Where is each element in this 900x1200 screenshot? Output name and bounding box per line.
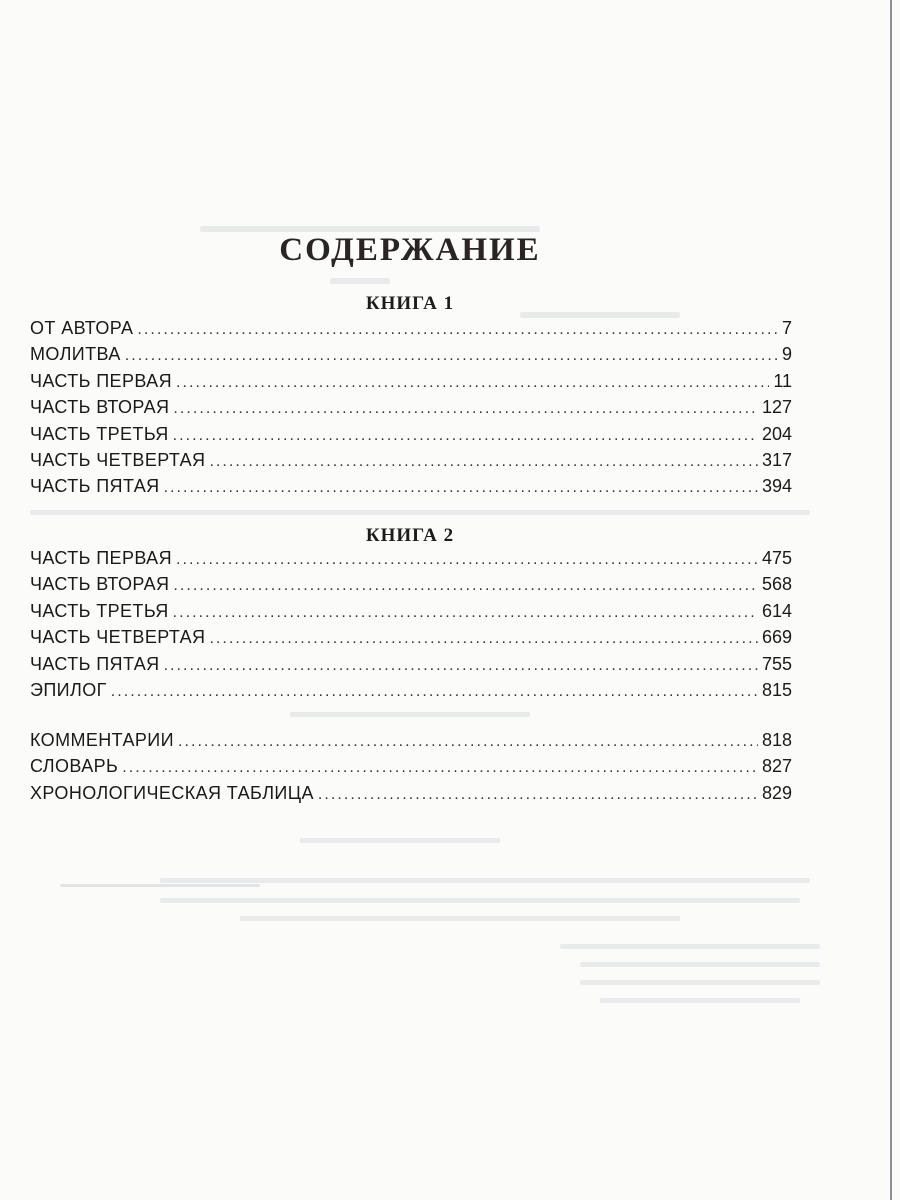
show-through-mark bbox=[60, 884, 260, 887]
dot-leader bbox=[173, 427, 758, 445]
toc-entry-page: 818 bbox=[761, 730, 792, 750]
toc-entry-page: 394 bbox=[761, 476, 792, 497]
toc-entry-label: ХРОНОЛОГИЧЕСКАЯ ТАБЛИЦА bbox=[30, 782, 314, 803]
toc-entry-page: 568 bbox=[761, 574, 792, 595]
toc-entry-label: СЛОВАРЬ bbox=[30, 756, 119, 777]
toc-entry-label: МОЛИТВА bbox=[30, 344, 121, 365]
dot-leader bbox=[173, 577, 758, 595]
toc-entry-page: 317 bbox=[761, 449, 792, 470]
page-edge-line bbox=[890, 0, 892, 1200]
toc-entry-label: КОММЕНТАРИИ bbox=[30, 730, 174, 750]
toc-entry bbox=[30, 654, 792, 680]
show-through-mark bbox=[300, 838, 500, 843]
show-through-mark bbox=[600, 998, 800, 1003]
dot-leader bbox=[209, 453, 758, 471]
toc-entry-label: ЧАСТЬ ЧЕТВЕРТАЯ bbox=[30, 449, 206, 470]
show-through-mark bbox=[160, 878, 810, 883]
dot-leader bbox=[164, 479, 758, 497]
page-title: СОДЕРЖАНИЕ bbox=[279, 232, 541, 268]
toc-entry bbox=[30, 680, 792, 706]
dot-leader bbox=[122, 759, 758, 777]
dot-leader bbox=[209, 630, 758, 648]
dot-leader bbox=[176, 551, 758, 569]
dot-leader bbox=[178, 733, 758, 751]
dot-leader bbox=[173, 604, 758, 622]
toc-entry-page: 829 bbox=[761, 782, 792, 803]
appendix-toc bbox=[30, 730, 792, 809]
toc-entry-page: 827 bbox=[761, 756, 792, 777]
toc-entry bbox=[30, 344, 792, 370]
show-through-mark bbox=[330, 278, 390, 284]
show-through-mark bbox=[580, 980, 820, 985]
dot-leader bbox=[164, 657, 758, 675]
book-2-heading: КНИГА 2 bbox=[365, 525, 455, 546]
show-through-mark bbox=[160, 898, 800, 903]
show-through-mark bbox=[30, 510, 810, 515]
toc-entry-label: ЧАСТЬ ПЕРВАЯ bbox=[30, 548, 172, 568]
toc-entry bbox=[30, 730, 792, 756]
dot-leader bbox=[176, 374, 769, 392]
dot-leader bbox=[318, 786, 758, 804]
toc-entry bbox=[30, 424, 792, 450]
book-1-heading: КНИГА 1 bbox=[365, 293, 455, 314]
toc-entry bbox=[30, 548, 792, 574]
toc-entry bbox=[30, 783, 792, 809]
toc-entry-label: ЭПИЛОГ bbox=[30, 679, 107, 700]
show-through-mark bbox=[290, 712, 530, 717]
toc-entry bbox=[30, 450, 792, 476]
toc-entry bbox=[30, 574, 792, 600]
show-through-mark bbox=[580, 962, 820, 967]
toc-entry bbox=[30, 627, 792, 653]
toc-entry-label: ЧАСТЬ ВТОРАЯ bbox=[30, 397, 170, 418]
toc-entry-page: 475 bbox=[761, 548, 792, 568]
show-through-mark bbox=[240, 916, 680, 921]
toc-entry bbox=[30, 756, 792, 782]
dot-leader bbox=[111, 683, 758, 701]
toc-entry-label: ЧАСТЬ ВТОРАЯ bbox=[30, 574, 170, 595]
toc-entry-page: 127 bbox=[761, 397, 792, 418]
toc-entry bbox=[30, 318, 792, 344]
toc-entry-page: 9 bbox=[781, 344, 792, 365]
dot-leader bbox=[125, 347, 778, 365]
toc-entry-page: 204 bbox=[761, 423, 792, 444]
show-through-mark bbox=[560, 944, 820, 949]
toc-entry-page: 755 bbox=[761, 653, 792, 674]
toc-entry-label: ЧАСТЬ ТРЕТЬЯ bbox=[30, 423, 169, 444]
toc-entry-page: 614 bbox=[761, 600, 792, 621]
book-2-toc bbox=[30, 548, 792, 706]
toc-entry bbox=[30, 601, 792, 627]
toc-entry bbox=[30, 476, 792, 502]
dot-leader bbox=[137, 321, 778, 339]
toc-entry-page: 11 bbox=[773, 370, 792, 391]
toc-entry-label: ЧАСТЬ ПЯТАЯ bbox=[30, 653, 160, 674]
toc-entry-label: ЧАСТЬ ПЕРВАЯ bbox=[30, 370, 172, 391]
toc-entry-label: ОТ АВТОРА bbox=[30, 318, 134, 338]
toc-entry-page: 815 bbox=[761, 679, 792, 700]
toc-entry-page: 7 bbox=[781, 318, 792, 338]
toc-entry-page: 669 bbox=[761, 627, 792, 648]
dot-leader bbox=[173, 400, 758, 418]
toc-entry-label: ЧАСТЬ ПЯТАЯ bbox=[30, 476, 160, 497]
book-1-toc bbox=[30, 318, 792, 503]
toc-entry bbox=[30, 371, 792, 397]
toc-entry-label: ЧАСТЬ ТРЕТЬЯ bbox=[30, 600, 169, 621]
toc-entry bbox=[30, 397, 792, 423]
toc-entry-label: ЧАСТЬ ЧЕТВЕРТАЯ bbox=[30, 627, 206, 648]
